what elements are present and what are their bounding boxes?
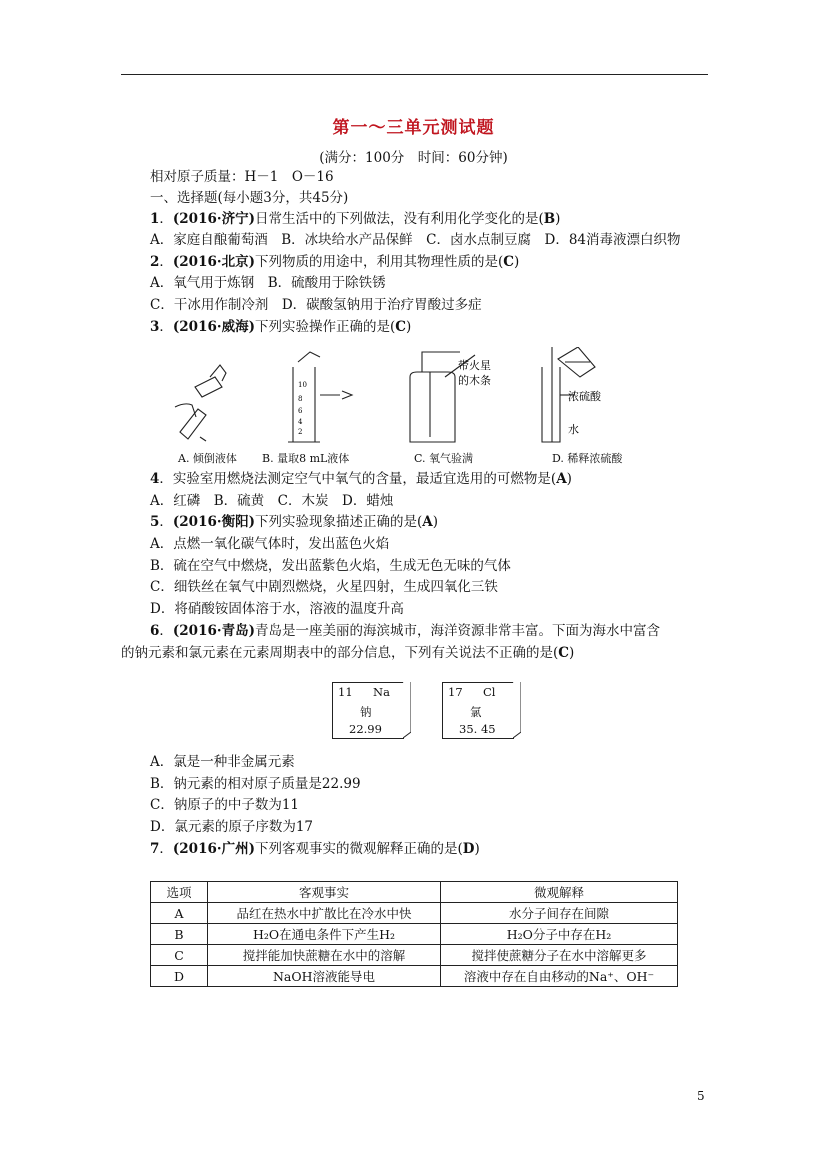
q-answer: A — [556, 471, 567, 487]
tick-label: 4 — [298, 418, 303, 426]
table-cell: 搅拌使蔗糖分子在水中溶解更多 — [441, 945, 678, 966]
table-cell: NaOH溶液能导电 — [208, 966, 441, 987]
table-row — [151, 924, 678, 945]
tick-label: 10 — [298, 381, 307, 389]
q-num: 3 — [150, 319, 160, 335]
q-stem: 青岛是一座美丽的海滨城市，海洋资源非常丰富。下面为海水中富含 — [254, 623, 660, 639]
element-card-na — [332, 682, 404, 739]
q-num: 4 — [150, 471, 160, 487]
q-close: ) — [555, 211, 561, 227]
q-stem: 下列实验现象描述正确的是( — [254, 514, 423, 530]
question-5: 5．(2016·衡阳)下列实验现象描述正确的是(A) — [150, 514, 439, 530]
q-close: ) — [514, 254, 520, 270]
q-num: 5 — [150, 514, 160, 530]
acid-label: 浓硫酸 — [568, 390, 601, 403]
q-num: 6 — [150, 623, 160, 639]
q5-option: C．细铁丝在氧气中剧烈燃烧，火星四射，生成四氧化三铁 — [150, 579, 498, 595]
fig-caption-c: C. 氧气验满 — [414, 452, 474, 465]
question-3: 3．(2016·威海)下列实验操作正确的是(C) — [150, 319, 412, 335]
q1-options: A．家庭自酿葡萄酒 B．冰块给水产品保鲜 C．卤水点制豆腐 D．84消毒液漂白织物 — [150, 232, 681, 248]
q4-options: A．红磷 B．硫黄 C．木炭 D．蜡烛 — [150, 493, 394, 509]
q6-option: C．钠原子的中子数为11 — [150, 797, 300, 813]
q-num: 1 — [150, 211, 160, 227]
q-src: (2016·青岛) — [172, 623, 255, 639]
stick-label-2: 的木条 — [458, 374, 491, 387]
table-cell: 水分子间存在间隙 — [441, 903, 678, 924]
table-row — [151, 966, 678, 987]
table-cell: 品红在热水中扩散比在冷水中快 — [208, 903, 441, 924]
q6-option: A．氯是一种非金属元素 — [150, 754, 295, 770]
reagent-bottle-icon — [195, 377, 222, 397]
page-subtitle: (满分：100分 时间：60分钟) — [319, 150, 508, 166]
q-close: ) — [432, 514, 439, 530]
gas-bottle-icon — [410, 372, 455, 442]
graduated-cylinder-icon — [293, 367, 315, 442]
q-src: (2016·广州) — [172, 841, 255, 857]
table-cell: 搅拌能加快蔗糖在水中的溶解 — [208, 945, 441, 966]
element-symbol: Cl — [483, 685, 496, 699]
element-card-cl — [442, 682, 514, 739]
question-1: 1．(2016·济宁)日常生活中的下列做法，没有利用化学变化的是(B) — [150, 211, 561, 227]
tick-label: 6 — [298, 407, 303, 415]
q-stem: 实验室用燃烧法测定空气中氧气的含量，最适宜选用的可燃物是( — [172, 471, 557, 487]
fig-caption-a: A. 倾倒液体 — [178, 452, 237, 465]
element-name: 钠 — [360, 705, 372, 719]
table-cell: D — [151, 966, 208, 987]
tick-label: 2 — [298, 428, 303, 436]
table-header-row — [151, 882, 678, 903]
table-row — [151, 945, 678, 966]
q-src: (2016·北京) — [172, 254, 255, 270]
table-header: 选项 — [151, 882, 208, 903]
q-num: 7 — [150, 841, 160, 857]
q-stem: 下列实验操作正确的是( — [254, 319, 396, 335]
fig-caption-b: B. 量取8 mL液体 — [262, 452, 350, 465]
q2-options-1: A．氧气用于炼钢 B．硫酸用于除铁锈 — [150, 275, 386, 291]
q-src: (2016·济宁) — [172, 211, 255, 227]
q-src: (2016·威海) — [172, 319, 255, 335]
q-close: ) — [406, 319, 412, 335]
q-stem: 下列客观事实的微观解释正确的是( — [254, 841, 463, 857]
tick-label: 8 — [298, 395, 303, 403]
header-rule — [121, 74, 708, 75]
q-src: (2016·衡阳) — [172, 514, 255, 530]
q-answer: D — [462, 841, 475, 857]
q-stem: 下列物质的用途中，利用其物理性质的是( — [254, 254, 504, 270]
q-num: 2 — [150, 254, 160, 270]
table-cell: H₂O在通电条件下产生H₂ — [208, 924, 441, 945]
table-cell: B — [151, 924, 208, 945]
beaker-icon — [542, 367, 560, 442]
page-title: 第一～三单元测试题 — [332, 118, 495, 138]
table-cell: C — [151, 945, 208, 966]
q6-option: B．钠元素的相对原子质量是22.99 — [150, 776, 361, 792]
q-answer: C — [503, 254, 514, 270]
test-tube-icon — [180, 409, 206, 439]
question-7: 7．(2016·广州)下列客观事实的微观解释正确的是(D) — [150, 841, 480, 857]
page-number: 5 — [697, 1089, 705, 1103]
table-cell: H₂O分子中存在H₂ — [441, 924, 678, 945]
element-symbol: Na — [373, 685, 390, 699]
q-close: ) — [474, 841, 480, 857]
q2-options-2: C．干冰用作制冷剂 D．碳酸氢钠用于治疗胃酸过多症 — [150, 297, 482, 313]
q-answer: B — [543, 211, 556, 227]
atomic-mass-value: 35. 45 — [459, 722, 496, 736]
table-row — [151, 903, 678, 924]
table-header: 微观解释 — [441, 882, 678, 903]
atomic-mass-value: 22.99 — [349, 722, 382, 736]
q-stem: 日常生活中的下列做法，没有利用化学变化的是( — [254, 211, 544, 227]
table-cell: 溶液中存在自由移动的Na⁺、OH⁻ — [441, 966, 678, 987]
q-answer: C — [395, 319, 406, 335]
atomic-number: 17 — [448, 685, 463, 699]
question-6-cont — [121, 643, 574, 663]
atomic-mass: 相对原子质量：H－1 O－16 — [150, 169, 334, 185]
lab-figures — [170, 347, 650, 447]
question-2: 2．(2016·北京)下列物质的用途中，利用其物理性质的是(C) — [150, 254, 520, 270]
q5-option: A．点燃一氧化碳气体时，发出蓝色火焰 — [150, 536, 390, 552]
explanation-table — [150, 881, 678, 987]
q-stem: 的钠元素和氯元素在元素周期表中的部分信息，下列有关说法不正确的是( — [121, 645, 559, 661]
section-heading: 一、选择题(每小题3分，共45分) — [150, 190, 349, 206]
stick-label-1: 带火星 — [458, 359, 491, 372]
q-answer: A — [422, 514, 433, 530]
question-6: 6．(2016·青岛)青岛是一座美丽的海滨城市，海洋资源非常丰富。下面为海水中富含 — [150, 623, 660, 639]
table-cell: A — [151, 903, 208, 924]
q-close: ) — [566, 471, 572, 487]
q5-option: B．硫在空气中燃烧，发出蓝紫色火焰，生成无色无味的气体 — [150, 558, 511, 574]
q-close: ) — [569, 645, 575, 661]
water-label: 水 — [568, 423, 579, 436]
table-header: 客观事实 — [208, 882, 441, 903]
q5-option: D．将硝酸铵固体溶于水，溶液的温度升高 — [150, 601, 404, 617]
q6-option: D．氯元素的原子序数为17 — [150, 819, 314, 835]
atomic-number: 11 — [338, 685, 353, 699]
fig-caption-d: D. 稀释浓硫酸 — [552, 452, 623, 465]
q-answer: C — [558, 645, 570, 661]
question-4: 4．实验室用燃烧法测定空气中氧气的含量，最适宜选用的可燃物是(A) — [150, 471, 572, 487]
element-name: 氯 — [470, 705, 482, 719]
